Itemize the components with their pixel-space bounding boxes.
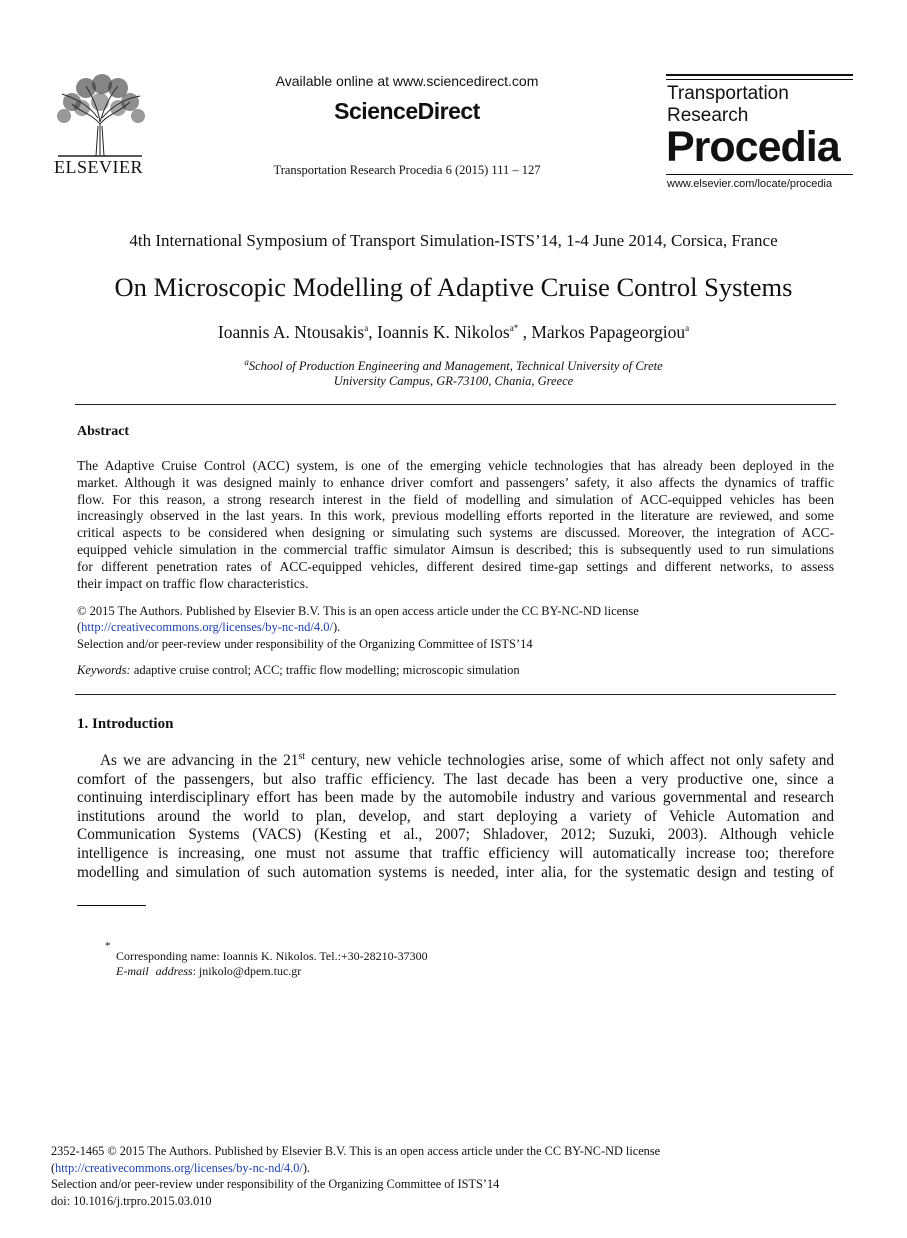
section-heading-introduction: 1. Introduction [77, 716, 174, 732]
elsevier-logo-text: ELSEVIER [54, 157, 143, 177]
journal-citation: Transportation Research Procedia 6 (2015) 111 – 127 [273, 163, 541, 177]
intro-line: modelling and simulation of such automation systems is needed, inter alia, for the systematic design and testing of [77, 863, 834, 881]
abstract-heading: Abstract [77, 424, 130, 439]
license-link[interactable]: http://creativecommons.org/licenses/by-nc-nd/4.0/ [81, 620, 333, 635]
intro-text: century, new vehicle technologies arise, some of which affect not only safety and [305, 752, 834, 769]
paper-title: On Microscopic Modelling of Adaptive Cruise Control Systems [114, 272, 793, 302]
keywords [77, 663, 520, 678]
intro-line: institutions around the world to plan, develop, and start deploying a variety of Vehicle Automation and [77, 807, 834, 825]
abstract-line: market. Although it was designed mainly to enhance driver comfort and passengers’ safety, it also affects the dynamics of traffic [77, 474, 834, 490]
footer-review-line: Selection and/or peer-review under responsibility of the Organizing Committee of ISTS’14 [51, 1177, 500, 1192]
intro-line: continuing interdisciplinary effort has been made by the automobile industry and various governmental and research [77, 789, 834, 807]
elsevier-tree-icon [52, 74, 148, 158]
abstract-line: equipped vehicle simulation in the commercial traffic simulator Aimsun is described; this is subsequently used to run simulations [77, 541, 834, 557]
intro-line: Communication Systems (VACS) (Kesting et al., 2007; Shladover, 2012; Suzuki, 2003). Although vehicle [77, 826, 834, 844]
abstract-line: for different penetration rates of ACC-equipped vehicles, different desired time-gap settings and different networks, to assess [77, 558, 834, 574]
intro-line [77, 752, 834, 771]
footnote-rule [77, 905, 146, 906]
footnote-mark: * [105, 940, 111, 952]
license-line: Selection and/or peer-review under responsibility of the Organizing Committee of ISTS’14 [77, 636, 533, 651]
intro-text: As we are advancing in the 21 [100, 752, 299, 769]
procedia-logo-rule-top [666, 74, 853, 76]
keywords-label: Keywords: [77, 663, 131, 677]
introduction-body [77, 752, 834, 882]
author-name[interactable]: Ioannis K. Nikolos [377, 322, 510, 342]
author-affil-sup: a [364, 323, 369, 334]
procedia-logo-line3: Procedia [666, 123, 840, 171]
abstract-line: The Adaptive Cruise Control (ACC) system, is one of the emerging vehicle technologies that has already been deployed in the [77, 458, 834, 473]
footer-license-link[interactable]: http://creativecommons.org/licenses/by-nc-nd/4.0/ [55, 1160, 303, 1175]
footnote-corresponding: Corresponding name: Ioannis K. Nikolos. Tel.:+30-28210-37300 [116, 949, 428, 963]
footer-license-line: 2352-1465 © 2015 The Authors. Published by Elsevier B.V. This is an open access article under the CC BY-NC-ND license [51, 1144, 661, 1158]
procedia-logo-rule-bottom [666, 174, 853, 175]
email-value[interactable]: : jnikolo@dpem.tuc.gr [192, 964, 302, 978]
abstract-line: increasingly observed in the last years. In this work, previous modelling efforts reported in the literature are reviewed, and some [77, 508, 834, 524]
intro-line: intelligence is increasing, one must not assume that traffic efficiency will automatically increase too; therefore [77, 844, 834, 862]
paren: ( [51, 1160, 56, 1175]
author-name[interactable]: Ioannis A. Ntousakis [217, 322, 365, 342]
intro-line: comfort of the passengers, but also traffic efficiency. The last decade has been a very productive one, since a [77, 770, 834, 788]
keywords-text: adaptive cruise control; ACC; traffic flow modelling; microscopic simulation [130, 663, 520, 677]
abstract-line: critical aspects to be considered when designing or simulating such systems are discussed. Moreover, the integration of ACC- [77, 525, 834, 541]
conference-name: 4th International Symposium of Transport Simulation-ISTS’14, 1-4 June 2014, Corsica, France [129, 231, 778, 250]
procedia-logo [666, 74, 854, 194]
email-label: E-mail address [116, 964, 193, 978]
affiliation-line2: University Campus, GR-73100, Chania, Greece [333, 374, 574, 388]
license-url-line [77, 619, 834, 635]
rule-top [75, 404, 836, 405]
author-affil-sup: a [685, 323, 690, 334]
author-list [40, 322, 867, 343]
footer-url-line [51, 1160, 871, 1177]
procedia-logo-rule-mid [666, 79, 853, 80]
footer-doi[interactable]: doi: 10.1016/j.trpro.2015.03.010 [51, 1193, 212, 1208]
affiliation-line1 [40, 356, 867, 374]
footer-block [51, 1143, 871, 1209]
abstract-line: their impact on traffic flow characteristics. [77, 575, 309, 591]
author-separator: , [368, 322, 377, 342]
sciencedirect-logo: ScienceDirect [334, 98, 480, 124]
affiliation-sup: a [244, 356, 249, 367]
procedia-logo-line1: Transportation [667, 83, 789, 104]
footnote-email [116, 964, 301, 979]
intro-sup: st [298, 750, 306, 762]
abstract-body [77, 458, 834, 592]
license-block [77, 603, 834, 652]
available-online: Available online at www.sciencedirect.com [275, 73, 539, 89]
author-affil-sup: a* [509, 323, 519, 334]
author-name[interactable]: Markos Papageorgiou [531, 322, 686, 342]
rule-bottom [75, 694, 836, 695]
affiliation-text: School of Production Engineering and Management, Technical University of Crete [248, 359, 663, 373]
abstract-line: flow. For this reason, a strong research interest in the field of modelling and simulation of ACC-equipped vehicles has been [77, 491, 834, 507]
procedia-logo-line2: Research [667, 105, 749, 126]
elsevier-logo [52, 74, 148, 176]
paren: ). [332, 620, 341, 635]
paren: ( [77, 620, 82, 635]
paren: ). [302, 1160, 310, 1175]
author-separator: , [518, 322, 532, 342]
license-line: © 2015 The Authors. Published by Elsevier B.V. This is an open access article under the CC BY-NC-ND license [77, 604, 639, 618]
procedia-url[interactable]: www.elsevier.com/locate/procedia [667, 178, 833, 190]
